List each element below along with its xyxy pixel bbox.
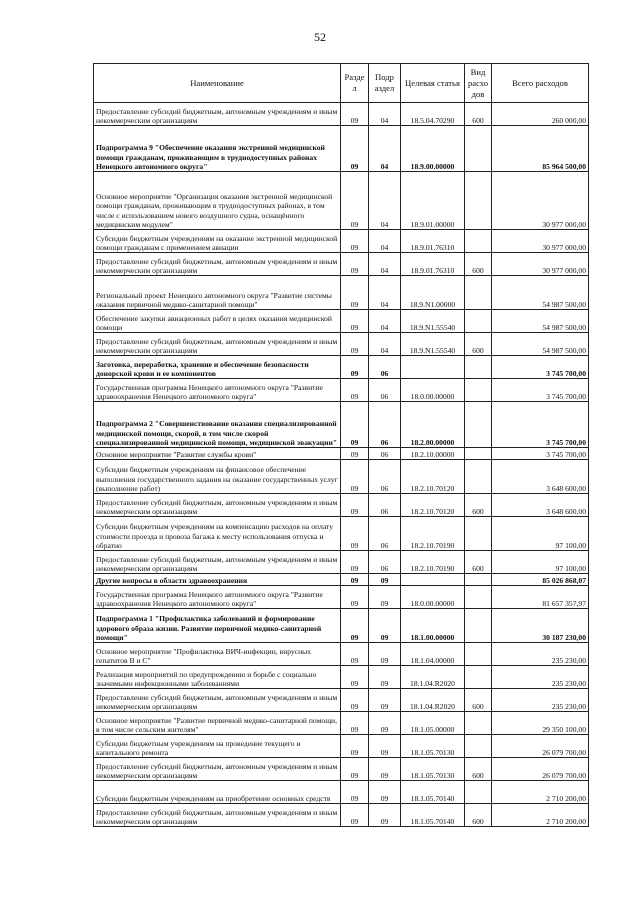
cell-expense-type — [465, 735, 492, 758]
cell-name: Региональный проект Ненецкого автономного округа "Развитие системы оказания первичной медико-санитарной помощи" — [94, 276, 341, 310]
table-row — [94, 310, 589, 333]
cell-expense-type — [465, 460, 492, 494]
table-row — [94, 574, 589, 586]
cell-target-article: 18.1.04.R2020 — [401, 689, 465, 712]
table-row — [94, 126, 589, 172]
page-number: 52 — [314, 30, 326, 44]
table-row — [94, 689, 589, 712]
table-row — [94, 551, 589, 574]
cell-razdel: 09 — [341, 448, 369, 460]
cell-razdel: 09 — [341, 574, 369, 586]
table-row — [94, 172, 589, 230]
cell-total: 30 977 000,00 — [492, 253, 589, 276]
cell-podrazdel: 09 — [369, 712, 401, 735]
header-expense-type: Вид расхо дов — [465, 64, 492, 103]
cell-total: 260 000,00 — [492, 103, 589, 126]
cell-expense-type: 600 — [465, 689, 492, 712]
cell-expense-type — [465, 643, 492, 666]
cell-name: Обеспечение закупки авиационных работ в целях оказания медицинской помощи — [94, 310, 341, 333]
cell-name: Предоставление субсидий бюджетным, автономным учреждениям и иным некоммерческим организациям — [94, 804, 341, 827]
cell-podrazdel: 04 — [369, 253, 401, 276]
cell-name: Основное мероприятие "Профилактика ВИЧ-инфекции, вирусных гепатитов В и С" — [94, 643, 341, 666]
cell-target-article — [401, 574, 465, 586]
cell-target-article: 18.2.00.00000 — [401, 402, 465, 448]
cell-podrazdel: 09 — [369, 609, 401, 643]
cell-total: 3 648 600,00 — [492, 460, 589, 494]
table-row — [94, 666, 589, 689]
cell-target-article: 18.9.01.76310 — [401, 253, 465, 276]
cell-total: 85 026 868,07 — [492, 574, 589, 586]
cell-expense-type: 600 — [465, 551, 492, 574]
header-total: Всего расходов — [492, 64, 589, 103]
cell-podrazdel: 04 — [369, 333, 401, 356]
cell-razdel: 09 — [341, 460, 369, 494]
cell-total: 2 710 200,00 — [492, 804, 589, 827]
cell-razdel: 09 — [341, 609, 369, 643]
cell-target-article: 18.9.01.76310 — [401, 230, 465, 253]
cell-target-article: 18.9.N1.55540 — [401, 333, 465, 356]
cell-razdel: 09 — [341, 379, 369, 402]
cell-podrazdel: 04 — [369, 276, 401, 310]
cell-total: 30 187 230,00 — [492, 609, 589, 643]
cell-razdel: 09 — [341, 551, 369, 574]
cell-razdel: 09 — [341, 333, 369, 356]
table-row — [94, 517, 589, 551]
cell-target-article: 18.1.00.00000 — [401, 609, 465, 643]
cell-target-article: 18.9.N1.55540 — [401, 310, 465, 333]
cell-target-article: 18.1.05.70130 — [401, 758, 465, 781]
cell-podrazdel: 04 — [369, 230, 401, 253]
cell-razdel: 09 — [341, 276, 369, 310]
cell-name: Предоставление субсидий бюджетным, автономным учреждениям и иным некоммерческим организациям — [94, 551, 341, 574]
cell-expense-type: 600 — [465, 103, 492, 126]
cell-name: Государственная программа Ненецкого автономного округа "Развитие здравоохранения Ненецкого автономного округа" — [94, 586, 341, 609]
cell-podrazdel: 06 — [369, 460, 401, 494]
table-row — [94, 804, 589, 827]
cell-total: 3 745 700,00 — [492, 356, 589, 379]
cell-podrazdel: 09 — [369, 781, 401, 804]
cell-name: Подпрограмма 2 "Совершенствование оказания специализированной медицинской помощи, скорой, в том числе скорой специализированной медицинской помощи, медицинской эвакуации" — [94, 402, 341, 448]
table-row — [94, 735, 589, 758]
cell-total: 54 987 500,00 — [492, 333, 589, 356]
cell-total: 235 230,00 — [492, 666, 589, 689]
header-name: Наименование — [94, 64, 341, 103]
cell-total: 2 710 200,00 — [492, 781, 589, 804]
cell-total: 30 977 000,00 — [492, 230, 589, 253]
cell-target-article: 18.2.10.00000 — [401, 448, 465, 460]
cell-total: 3 745 700,00 — [492, 379, 589, 402]
table-row — [94, 103, 589, 126]
cell-razdel: 09 — [341, 356, 369, 379]
cell-expense-type: 600 — [465, 253, 492, 276]
cell-total: 235 230,00 — [492, 643, 589, 666]
cell-total: 85 964 500,00 — [492, 126, 589, 172]
cell-total: 235 230,00 — [492, 689, 589, 712]
cell-podrazdel: 09 — [369, 804, 401, 827]
cell-expense-type — [465, 356, 492, 379]
cell-name: Государственная программа Ненецкого автономного округа "Развитие здравоохранения Ненецкого автономного округа" — [94, 379, 341, 402]
cell-razdel: 09 — [341, 735, 369, 758]
cell-expense-type — [465, 609, 492, 643]
cell-razdel: 09 — [341, 666, 369, 689]
cell-expense-type — [465, 574, 492, 586]
cell-name: Субсидии бюджетным учреждениям на компенсацию расходов на оплату стоимости проезда и провоза багажа к месту использования отпуска и обратно — [94, 517, 341, 551]
cell-razdel: 09 — [341, 804, 369, 827]
cell-podrazdel: 04 — [369, 126, 401, 172]
table-row — [94, 494, 589, 517]
table-row — [94, 643, 589, 666]
cell-name: Предоставление субсидий бюджетным, автономным учреждениям и иным некоммерческим организациям — [94, 103, 341, 126]
cell-expense-type — [465, 448, 492, 460]
cell-name: Предоставление субсидий бюджетным, автономным учреждениям и иным некоммерческим организациям — [94, 494, 341, 517]
cell-name: Предоставление субсидий бюджетным, автономным учреждениям и иным некоммерческим организациям — [94, 333, 341, 356]
cell-target-article: 18.0.00.00000 — [401, 586, 465, 609]
cell-razdel: 09 — [341, 402, 369, 448]
cell-podrazdel: 04 — [369, 103, 401, 126]
cell-target-article: 18.1.05.70140 — [401, 804, 465, 827]
cell-name: Реализация мероприятий по предупреждению и борьбе с социально значимыми инфекционными заболеваниями — [94, 666, 341, 689]
cell-name: Подпрограмма 9 "Обеспечение оказания экстренной медицинской помощи гражданам, проживающим в труднодоступных районах Ненецкого автономного округа" — [94, 126, 341, 172]
cell-podrazdel: 06 — [369, 448, 401, 460]
cell-expense-type: 600 — [465, 333, 492, 356]
cell-total: 54 987 500,00 — [492, 310, 589, 333]
cell-total: 81 657 357,97 — [492, 586, 589, 609]
cell-podrazdel: 09 — [369, 643, 401, 666]
cell-razdel: 09 — [341, 310, 369, 333]
cell-razdel: 09 — [341, 494, 369, 517]
cell-podrazdel: 09 — [369, 666, 401, 689]
cell-target-article: 18.1.05.70140 — [401, 781, 465, 804]
cell-podrazdel: 06 — [369, 494, 401, 517]
cell-name: Другие вопросы в области здравоохранения — [94, 574, 341, 586]
cell-total: 3 745 700,00 — [492, 448, 589, 460]
cell-podrazdel: 09 — [369, 574, 401, 586]
cell-expense-type: 600 — [465, 758, 492, 781]
cell-expense-type — [465, 126, 492, 172]
table-row — [94, 609, 589, 643]
table-row — [94, 230, 589, 253]
table-header-row — [94, 64, 589, 103]
cell-podrazdel: 06 — [369, 402, 401, 448]
cell-expense-type: 600 — [465, 804, 492, 827]
cell-razdel: 09 — [341, 126, 369, 172]
table-row — [94, 448, 589, 460]
cell-name: Заготовка, переработка, хранение и обеспечение безопасности донорской крови и ее компонентов — [94, 356, 341, 379]
cell-name: Основное мероприятие "Организация оказания экстренной медицинской помощи гражданам, проживающим в труднодоступных районах, в том числе с использованием нового воздушного судна, оснащённого медицинским модулем" — [94, 172, 341, 230]
cell-name: Субсидии бюджетным учреждениям на оказание экстренной медицинской помощи гражданам с применением авиации — [94, 230, 341, 253]
cell-podrazdel: 06 — [369, 517, 401, 551]
table-row — [94, 402, 589, 448]
cell-razdel: 09 — [341, 172, 369, 230]
table-row — [94, 586, 589, 609]
cell-name: Предоставление субсидий бюджетным, автономным учреждениям и иным некоммерческим организациям — [94, 689, 341, 712]
cell-razdel: 09 — [341, 689, 369, 712]
cell-podrazdel: 04 — [369, 310, 401, 333]
cell-expense-type — [465, 781, 492, 804]
cell-name: Основное мероприятие "Развитие службы крови" — [94, 448, 341, 460]
cell-podrazdel: 06 — [369, 356, 401, 379]
cell-target-article: 18.2.10.70120 — [401, 494, 465, 517]
table-row — [94, 712, 589, 735]
cell-target-article: 18.2.10.70190 — [401, 517, 465, 551]
cell-name: Предоставление субсидий бюджетным, автономным учреждениям и иным некоммерческим организациям — [94, 758, 341, 781]
cell-total: 26 079 700,00 — [492, 735, 589, 758]
cell-razdel: 09 — [341, 712, 369, 735]
cell-expense-type — [465, 230, 492, 253]
cell-target-article: 18.1.05.70130 — [401, 735, 465, 758]
cell-target-article: 18.5.04.70290 — [401, 103, 465, 126]
cell-total: 26 079 700,00 — [492, 758, 589, 781]
budget-table — [93, 63, 589, 827]
cell-expense-type — [465, 172, 492, 230]
cell-razdel: 09 — [341, 103, 369, 126]
cell-target-article: 18.2.10.70120 — [401, 460, 465, 494]
cell-name: Предоставление субсидий бюджетным, автономным учреждениям и иным некоммерческим организациям — [94, 253, 341, 276]
table-row — [94, 781, 589, 804]
cell-razdel: 09 — [341, 758, 369, 781]
cell-total: 29 350 100,00 — [492, 712, 589, 735]
cell-target-article: 18.0.00.00000 — [401, 379, 465, 402]
cell-podrazdel: 09 — [369, 758, 401, 781]
cell-podrazdel: 09 — [369, 586, 401, 609]
cell-razdel: 09 — [341, 781, 369, 804]
table-row — [94, 460, 589, 494]
table-row — [94, 379, 589, 402]
cell-razdel: 09 — [341, 230, 369, 253]
cell-name: Субсидии бюджетным учреждениям на проведение текущего и капитального ремонта — [94, 735, 341, 758]
cell-target-article: 18.1.05.00000 — [401, 712, 465, 735]
cell-total: 97 100,00 — [492, 517, 589, 551]
cell-razdel: 09 — [341, 643, 369, 666]
cell-target-article: 18.1.04.R2020 — [401, 666, 465, 689]
cell-target-article: 18.1.04.00000 — [401, 643, 465, 666]
table-row — [94, 333, 589, 356]
cell-name: Подпрограмма 1 "Профилактика заболеваний и формирование здорового образа жизни. Развитие первичной медико-санитарной помощи" — [94, 609, 341, 643]
cell-total: 30 977 000,00 — [492, 172, 589, 230]
cell-razdel: 09 — [341, 253, 369, 276]
table-row — [94, 276, 589, 310]
cell-expense-type — [465, 517, 492, 551]
cell-podrazdel: 06 — [369, 551, 401, 574]
cell-target-article: 18.9.N1.00000 — [401, 276, 465, 310]
header-razdel: Разде л — [341, 64, 369, 103]
cell-expense-type — [465, 712, 492, 735]
cell-target-article — [401, 356, 465, 379]
cell-total: 54 987 500,00 — [492, 276, 589, 310]
cell-expense-type: 600 — [465, 494, 492, 517]
table-body — [94, 103, 589, 827]
cell-total: 3 648 600,00 — [492, 494, 589, 517]
cell-target-article: 18.9.00.00000 — [401, 126, 465, 172]
cell-expense-type — [465, 276, 492, 310]
cell-name: Основное мероприятие "Развитие первичной медико-санитарной помощи, в том числе сельским жителям" — [94, 712, 341, 735]
table-row — [94, 253, 589, 276]
cell-expense-type — [465, 310, 492, 333]
cell-expense-type — [465, 379, 492, 402]
cell-podrazdel: 09 — [369, 689, 401, 712]
table-row — [94, 356, 589, 379]
table-row — [94, 758, 589, 781]
cell-podrazdel: 06 — [369, 379, 401, 402]
cell-total: 97 100,00 — [492, 551, 589, 574]
cell-expense-type — [465, 586, 492, 609]
header-target-article: Целевая статья — [401, 64, 465, 103]
cell-podrazdel: 04 — [369, 172, 401, 230]
header-podrazdel: Подр аздел — [369, 64, 401, 103]
cell-razdel: 09 — [341, 517, 369, 551]
cell-total: 3 745 700,00 — [492, 402, 589, 448]
cell-name: Субсидии бюджетным учреждениям на финансовое обеспечение выполнения государственного задания на оказание государственных услуг (выполнение работ) — [94, 460, 341, 494]
cell-target-article: 18.2.10.70190 — [401, 551, 465, 574]
cell-expense-type — [465, 666, 492, 689]
cell-name: Субсидии бюджетным учреждениям на приобретение основных средств — [94, 781, 341, 804]
cell-expense-type — [465, 402, 492, 448]
cell-target-article: 18.9.01.00000 — [401, 172, 465, 230]
cell-razdel: 09 — [341, 586, 369, 609]
cell-podrazdel: 09 — [369, 735, 401, 758]
